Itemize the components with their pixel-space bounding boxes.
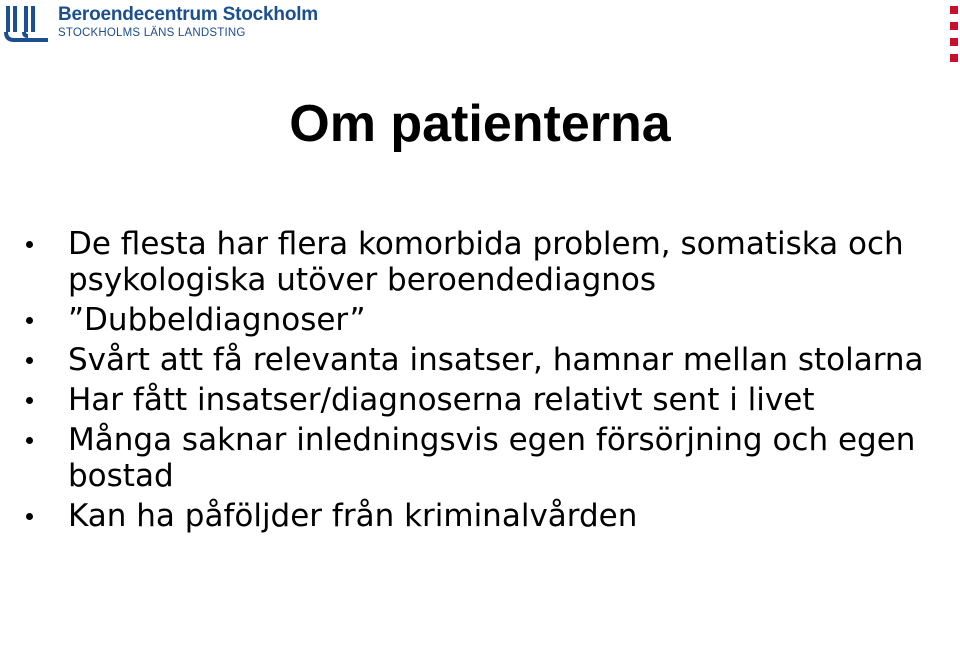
- bullet-text: Svårt att få relevanta insatser, hamnar mellan stolarna: [68, 342, 924, 378]
- bullet-text: Har fått insatser/diagnoserna relativt sent i livet: [68, 382, 815, 418]
- bullet-item: [24, 382, 944, 418]
- bullet-item: [24, 342, 944, 378]
- bullet-item: [24, 226, 944, 298]
- bullet-text: ”Dubbeldiagnoser”: [68, 302, 366, 338]
- bullet-icon: [26, 513, 33, 520]
- bullet-item: [24, 498, 944, 534]
- bullet-icon: [26, 317, 33, 324]
- logo-text: [58, 4, 318, 40]
- bullet-text: Många saknar inledningsvis egen försörjning och egen bostad: [68, 422, 916, 494]
- bullet-item: [24, 422, 944, 494]
- organization-subtitle: STOCKHOLMS LÄNS LANDSTING: [58, 27, 246, 39]
- sll-logo-icon: [2, 4, 50, 44]
- organization-name: Beroendecentrum Stockholm: [58, 4, 318, 25]
- brand-logo: [2, 4, 318, 44]
- bullet-icon: [26, 397, 33, 404]
- bullet-text: Kan ha påföljder från kriminalvården: [68, 498, 638, 534]
- slide-title: Om patienterna: [289, 95, 671, 153]
- bullet-item: [24, 302, 944, 338]
- bullet-text: De flesta har flera komorbida problem, somatiska och psykologiska utöver beroendediagnos: [68, 226, 904, 298]
- bullet-list: [24, 226, 944, 538]
- bullet-icon: [26, 357, 33, 364]
- bullet-icon: [26, 437, 33, 444]
- corner-decoration-icon: [946, 6, 960, 64]
- bullet-icon: [26, 241, 33, 248]
